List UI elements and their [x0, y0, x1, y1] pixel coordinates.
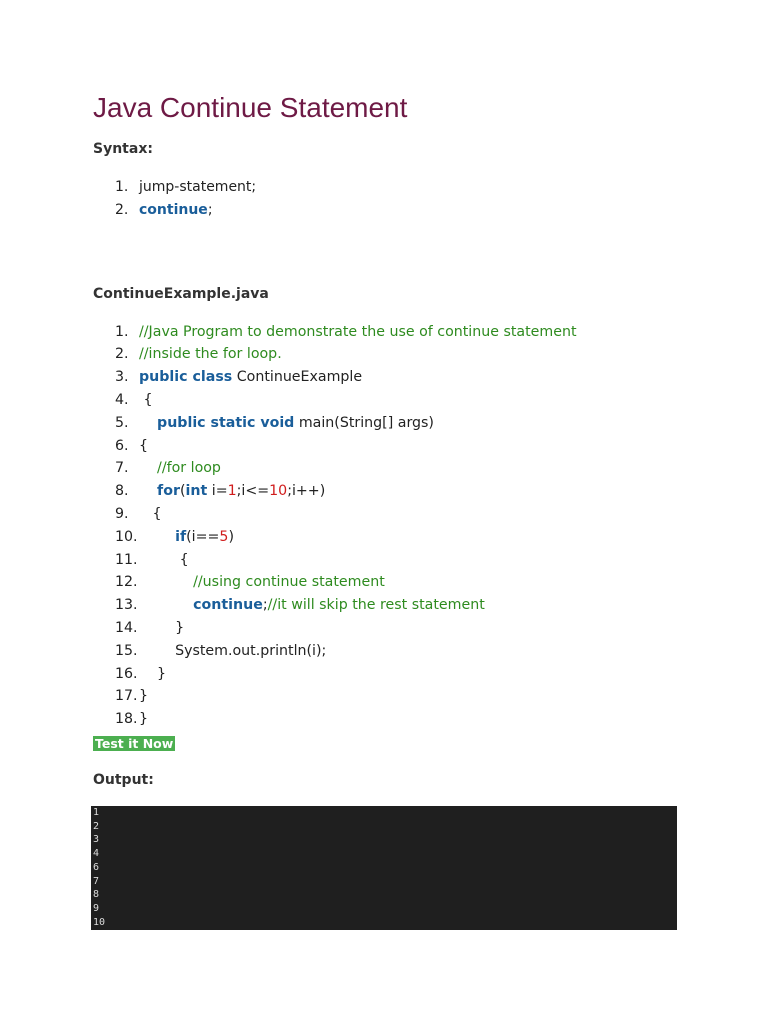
- code-token: ;i<=: [236, 483, 270, 500]
- code-token: (: [179, 483, 186, 500]
- code-token: public class: [139, 369, 233, 386]
- line-number: 10.: [115, 528, 138, 545]
- code-token: //Java Program to demonstrate the use of continue statement: [139, 323, 577, 340]
- syntax-list: [93, 176, 693, 222]
- code-line: [93, 708, 693, 731]
- line-number: 9.: [115, 505, 129, 522]
- code-token: //it will skip the rest statement: [267, 597, 485, 614]
- line-number: 5.: [115, 414, 129, 431]
- code-line: [93, 685, 693, 708]
- output-line: 2: [93, 820, 100, 832]
- code-token: [139, 574, 193, 590]
- code-token: {: [139, 437, 149, 454]
- code-token: ContinueExample: [232, 369, 363, 386]
- code-line: [93, 526, 693, 549]
- line-number: 6.: [115, 437, 129, 454]
- code-token: [139, 483, 157, 499]
- line-number: 13.: [115, 597, 138, 614]
- code-line: [93, 457, 693, 480]
- code-token: jump-statement;: [139, 179, 257, 195]
- code-token: {: [139, 391, 153, 408]
- code-token: }: [139, 665, 167, 682]
- code-token: [139, 529, 175, 545]
- line-number: 1.: [115, 179, 129, 195]
- code-token: public static void: [157, 414, 295, 431]
- line-number: 8.: [115, 483, 129, 500]
- code-token: for: [157, 483, 180, 500]
- output-label: Output:: [93, 771, 154, 788]
- code-token: }: [139, 619, 185, 636]
- line-number: 4.: [115, 391, 129, 408]
- code-token: [139, 460, 157, 476]
- code-token: {: [139, 551, 189, 568]
- page-title: Java Continue Statement: [93, 92, 408, 123]
- line-number: 18.: [115, 711, 138, 728]
- line-number: 17.: [115, 688, 138, 705]
- output-line: 9: [93, 902, 100, 914]
- code-line: [93, 412, 693, 435]
- code-token: System.out.println(i);: [139, 642, 327, 659]
- code-line: [93, 480, 693, 503]
- code-line: [93, 435, 693, 458]
- line-number: 14.: [115, 619, 138, 636]
- code-token: 10: [269, 483, 288, 500]
- code-line: [93, 321, 693, 344]
- code-token: ;: [262, 597, 268, 614]
- line-number: 3.: [115, 369, 129, 386]
- code-token: if: [175, 528, 187, 545]
- code-token: int: [185, 483, 208, 500]
- code-line: [93, 640, 693, 663]
- code-token: {: [139, 505, 162, 522]
- code-token: }: [139, 688, 149, 705]
- code-token: //inside the for loop.: [139, 346, 282, 363]
- code-listing: [93, 321, 693, 731]
- line-number: 2.: [115, 346, 129, 363]
- test-it-now-button[interactable]: Test it Now: [95, 735, 174, 751]
- output-line: 3: [93, 834, 100, 846]
- code-token: 1: [227, 483, 237, 500]
- code-token: [139, 597, 193, 613]
- output-console: [91, 806, 677, 930]
- line-number: 1.: [115, 323, 129, 340]
- code-token: }: [139, 711, 149, 728]
- code-token: ): [228, 528, 234, 545]
- line-number: 2.: [115, 201, 129, 218]
- code-token: i=: [207, 483, 228, 500]
- code-line: [93, 571, 693, 594]
- syntax-line: [93, 176, 693, 199]
- file-label: ContinueExample.java: [93, 285, 269, 302]
- syntax-label: Syntax:: [93, 141, 153, 157]
- code-line: [93, 503, 693, 526]
- code-line: [93, 617, 693, 640]
- code-token: ;i++): [287, 483, 326, 500]
- code-line: [93, 594, 693, 617]
- code-token: //using continue statement: [193, 574, 385, 591]
- code-line: [93, 663, 693, 686]
- code-token: //for loop: [157, 460, 221, 477]
- code-token: (i==: [186, 528, 220, 545]
- code-token: continue: [193, 597, 263, 614]
- line-number: 7.: [115, 460, 129, 477]
- code-line: [93, 343, 693, 366]
- line-number: 15.: [115, 642, 138, 659]
- document-page: [93, 88, 693, 790]
- code-token: continue: [139, 201, 208, 218]
- line-number: 12.: [115, 574, 138, 591]
- code-token: [139, 415, 157, 431]
- line-number: 16.: [115, 665, 138, 682]
- output-line: 4: [93, 848, 100, 860]
- code-line: [93, 549, 693, 572]
- output-line: 10: [93, 916, 106, 928]
- output-line: 6: [93, 861, 100, 873]
- output-line: 8: [93, 889, 100, 901]
- line-number: 11.: [115, 551, 138, 568]
- code-token: main(String[] args): [294, 414, 434, 431]
- code-line: [93, 366, 693, 389]
- code-line: [93, 389, 693, 412]
- code-token: 5: [219, 528, 229, 545]
- syntax-line: [93, 199, 693, 222]
- output-line: 1: [93, 807, 100, 818]
- output-line: 7: [93, 875, 100, 887]
- code-token: ;: [207, 201, 213, 218]
